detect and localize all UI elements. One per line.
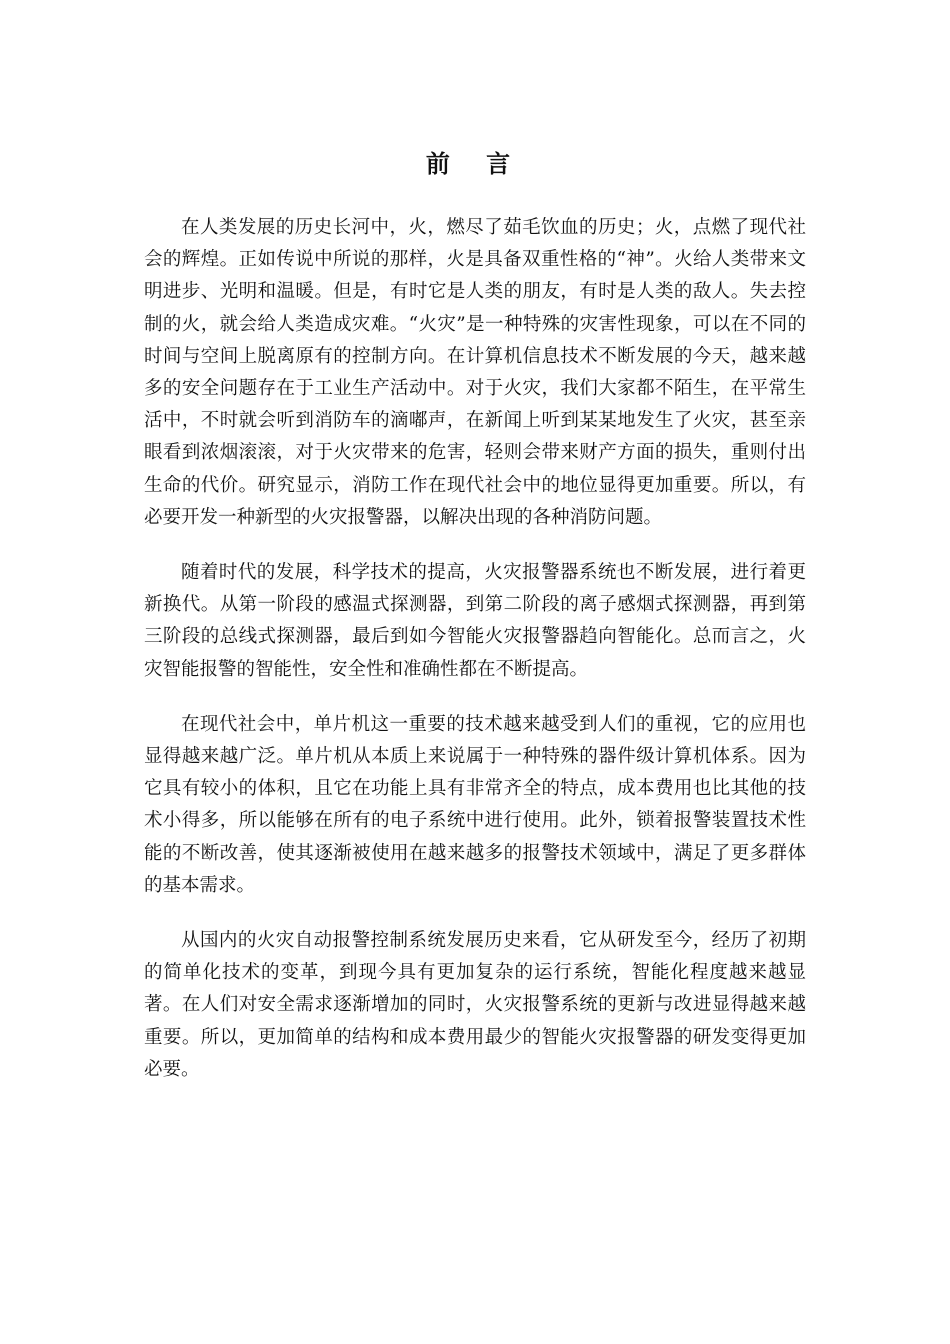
document-body <box>144 212 806 1109</box>
paragraph-4: 从国内的火灾自动报警控制系统发展历史来看，它从研发至今，经历了初期的简单化技术的变革，到现今具有更加复杂的运行系统，智能化程度越来越显著。在人们对安全需求逐渐增加的同时，火灾报警系统的更新与改进显得越来越重要。所以，更加简单的结构和成本费用最少的智能火灾报警器的研发变得更加必要。 <box>144 930 806 1080</box>
paragraph-1: 在人类发展的历史长河中，火，燃尽了茹毛饮血的历史；火，点燃了现代社会的辉煌。正如传说中所说的那样，火是具备双重性格的“神”。火给人类带来文明进步、光明和温暖。但是，有时它是人类的朋友，有时是人类的敌人。失去控制的火，就会给人类造成灾难。“火灾”是一种特殊的灾害性现象，可以在不同的时间与空间上脱离原有的控制方向。在计算机信息技术不断发展的今天，越来越多的安全问题存在于工业生产活动中。对于火灾，我们大家都不陌生，在平常生活中，不时就会听到消防车的滴嘟声，在新闻上听到某某地发生了火灾，甚至亲眼看到浓烟滚滚，对于火灾带来的危害，轻则会带来财产方面的损失，重则付出生命的代价。研究显示，消防工作在现代社会中的地位显得更加重要。所以，有必要开发一种新型的火灾报警器，以解决出现的各种消防问题。 <box>144 217 806 528</box>
paragraph-2: 随着时代的发展，科学技术的提高，火灾报警器系统也不断发展，进行着更新换代。从第一阶段的感温式探测器，到第二阶段的离子感烟式探测器，再到第三阶段的总线式探测器，最后到如今智能火灾报警器趋向智能化。总而言之，火灾智能报警的智能性，安全性和准确性都在不断提高。 <box>144 562 806 680</box>
paragraph-3: 在现代社会中，单片机这一重要的技术越来越受到人们的重视，它的应用也显得越来越广泛。单片机从本质上来说属于一种特殊的器件级计算机体系。因为它具有较小的体积，且它在功能上具有非常齐全的特点，成本费用也比其他的技术小得多，所以能够在所有的电子系统中进行使用。此外，锁着报警装置技术性能的不断改善，使其逐渐被使用在越来越多的报警技术领域中，满足了更多群体的基本需求。 <box>144 713 806 896</box>
page-title: 前 言 <box>425 150 525 178</box>
